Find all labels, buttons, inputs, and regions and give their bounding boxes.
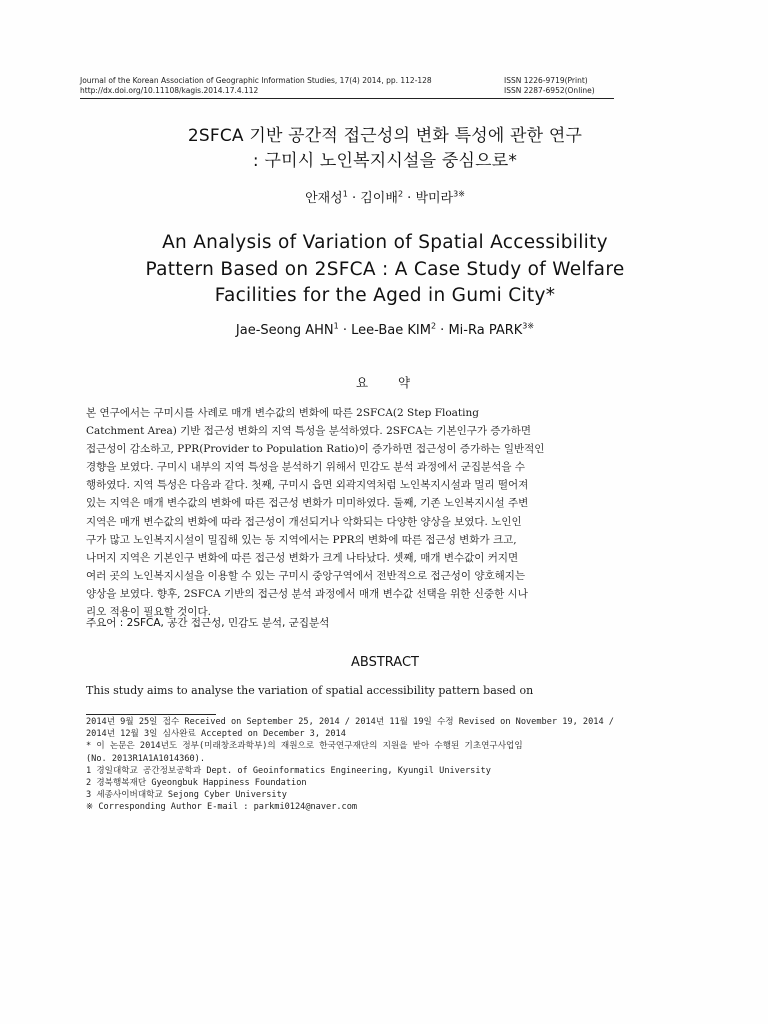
footnote-corresponding-author: ※ Corresponding Author E-mail : parkmi0124@naver.com [86, 802, 358, 813]
affiliation-mark: 2 [397, 189, 404, 199]
english-title-line2: Pattern Based on 2SFCA : A Case Study of Welfare [145, 258, 625, 280]
abstract-line: 구가 많고 노인복지시설이 밀집해 있는 동 지역에서는 PPR의 변화에 따른 접근성 변화가 크고, [86, 533, 517, 546]
korean-abstract [86, 404, 614, 621]
issn-print: ISSN 1226-9719(Print) [504, 76, 588, 85]
english-title-line1: An Analysis of Variation of Spatial Accessibility [162, 232, 608, 253]
abstract-line: 접근성이 감소하고, PPR(Provider to Population Ratio)이 증가하면 접근성이 증가하는 일반적인 [86, 443, 545, 456]
abstract-line: 경향을 보였다. 구미시 내부의 지역 특성을 분석하기 위해서 민감도 분석 과정에서 군집분석을 수 [86, 461, 525, 474]
author-separator: · [347, 191, 361, 206]
footnote-received: 2014년 9월 25일 접수 Received on September 25, 2014 / 2014년 11월 19일 수정 Revised on November 19, 2014 / [86, 717, 614, 727]
author-kr-2: 김이배 [360, 191, 398, 206]
korean-authors [80, 190, 690, 208]
footnote-funding-number: (No. 2013R1A1A1014360). [86, 753, 205, 764]
author-en-2: Lee-Bae KIM [351, 323, 431, 338]
issn-online: ISSN 2287-6952(Online) [504, 86, 595, 95]
footnote-funding: * 이 논문은 2014년도 정부(미래창조과학부)의 재원으로 한국연구재단의 지원을 받아 수행된 기초연구사업임 [86, 741, 523, 752]
english-abstract-first-line: This study aims to analyse the variation of spatial accessibility pattern based on [86, 684, 534, 697]
abstract-heading: ABSTRACT [351, 655, 419, 670]
affiliation-mark: 3※ [522, 321, 535, 331]
header-divider [80, 98, 614, 99]
affiliation-mark: 3※ [453, 189, 465, 199]
affiliation-mark: 2 [430, 321, 437, 331]
citation-line: Journal of the Korean Association of Geographic Information Studies, 17(4) 2014, pp. 112-128 [80, 76, 432, 85]
footnote-divider [86, 714, 216, 715]
affiliation-mark: 1 [342, 189, 348, 199]
author-separator: · [436, 323, 449, 338]
author-en-1: Jae-Seong AHN [235, 323, 334, 338]
abstract-line: 본 연구에서는 구미시를 사례로 매개 변수값의 변화에 따른 2SFCA(2 Step Floating [86, 407, 479, 419]
abstract-line: 있는 지역은 매개 변수값의 변화에 따른 접근성 변화가 미미하였다. 둘째, 기존 노인복지시설 주변 [86, 497, 529, 510]
footnotes [86, 716, 616, 814]
doi-link[interactable]: http://dx.doi.org/10.11108/kagis.2014.17.4.112 [80, 86, 259, 95]
korean-title-line1: 2SFCA 기반 공간적 접근성의 변화 특성에 관한 연구 [187, 126, 583, 146]
footnote-affiliation-2: 2 경북행복재단 Gyeongbuk Happiness Foundation [86, 778, 307, 789]
abstract-line: 나머지 지역은 기본인구 변화에 따른 접근성 변화가 크게 나타났다. 셋째, 매개 변수값이 커지면 [86, 551, 519, 564]
english-title-line3: Facilities for the Aged in Gumi City* [214, 285, 556, 306]
author-separator: · [338, 323, 352, 338]
korean-title-line2: : 구미시 노인복지시설을 중심으로* [252, 151, 518, 171]
footnote-affiliation-3: 3 세종사이버대학교 Sejong Cyber University [86, 790, 287, 801]
header-citation [80, 76, 500, 96]
keywords: 주요어 : 2SFCA, 공간 접근성, 민감도 분석, 군집분석 [86, 617, 330, 629]
abstract-line: 리오 적용이 필요할 것이다. [86, 606, 211, 619]
abstract-line: 행하였다. 지역 특성은 다음과 같다. 첫째, 구미시 읍면 외곽지역처럼 노인복지시설과 멀리 떨어져 [86, 479, 529, 492]
author-en-3: Mi-Ra PARK [448, 323, 523, 338]
header-issn [504, 76, 616, 96]
footnote-affiliation-1: 1 경일대학교 공간정보공학과 Dept. of Geoinformatics Engineering, Kyungil University [86, 765, 491, 776]
summary-heading: 요 약 [355, 375, 415, 390]
korean-title [80, 124, 690, 174]
english-authors [80, 322, 690, 340]
author-separator: · [403, 191, 416, 206]
english-title [60, 230, 710, 310]
author-kr-1: 안재성 [305, 191, 343, 206]
affiliation-mark: 1 [333, 321, 339, 331]
abstract-line: 지역은 매개 변수값의 변화에 따라 접근성이 개선되거나 악화되는 다양한 양상을 보였다. 노인인 [86, 515, 522, 528]
abstract-line: 양상을 보였다. 향후, 2SFCA 기반의 접근성 분석 과정에서 매개 변수값 선택을 위한 신중한 시나 [86, 587, 528, 600]
footnote-accepted: 2014년 12월 3일 심사완료 Accepted on December 3, 2014 [86, 729, 346, 740]
abstract-line: Catchment Area) 기반 접근성 변화의 지역 특성을 분석하였다. 2SFCA는 기본인구가 증가하면 [86, 425, 531, 438]
author-kr-3: 박미라 [415, 191, 454, 206]
abstract-line: 여러 곳의 노인복지시설을 이용할 수 있는 구미시 중앙구역에서 전반적으로 접근성이 양호해지는 [86, 569, 526, 582]
